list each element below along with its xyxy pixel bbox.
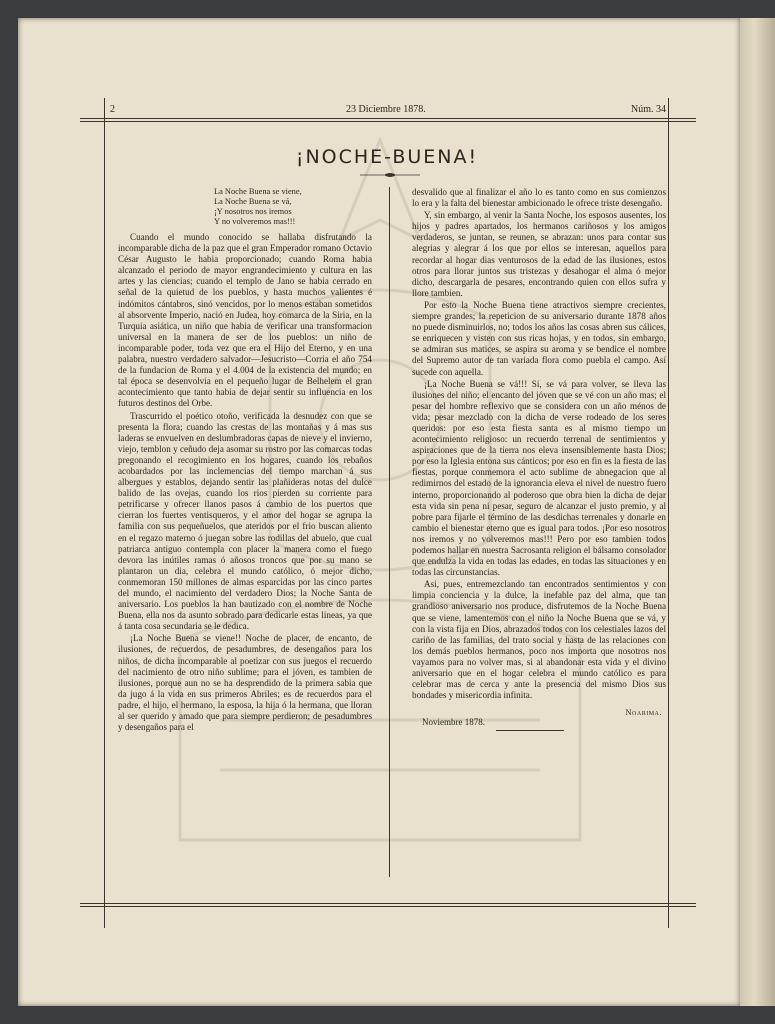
epigraph-line: La Noche Buena se viene, — [214, 187, 302, 196]
article-paragraph: desvalido que al finalizar el año lo es tanto como en sus comienzos lo era y la falta del bienestar ambicionado le ofrece triste desengaño. — [412, 187, 666, 209]
author-signature: Noarima. — [625, 707, 662, 718]
title-ornament-icon — [360, 171, 420, 179]
page-number: 2 — [110, 104, 115, 115]
epigraph-line: ¡Y nosotros nos iremos — [214, 207, 292, 216]
dateline: Noviembre 1878. — [422, 717, 485, 728]
dateline-underline — [496, 730, 564, 731]
article-paragraph: Y, sin embargo, al venir la Santa Noche, los esposos ausentes, los hijos y padres apartados, los hermanos cariñosos y los amigos verdaderos, se juntan, se reunen, se abrazan: unos para contar sus alegrias y alegrar á los que por ellos se interesan, aquellos para recordar al hogar dias venturosos de la edad de las ilusiones, estos otros para llorar juntos sus tristezas y desahogar el alma ó mejor dicho, descargarla de pesares, encontrando quien con ellos sufra y llore tambien. — [412, 210, 666, 298]
frame-left-rule — [104, 98, 105, 928]
issue-date: 23 Diciembre 1878. — [346, 104, 426, 115]
page-spine-edge — [740, 18, 775, 1006]
article-paragraph: ¡La Noche Buena se vá!!! Sí, se vá para volver, se lleva las ilusiones del niño; el encanto del jóven que se vé con un año mas; el pesar del hombre reflexivo que se considera con un año ménos de vida; pesar mezclado con la dicha de verse rodeado de los seres queridos: por eso esta fiesta santa es al mismo tiempo un acontecimiento religioso: un recuerdo terrenal de sentimientos y aspiraciones que de la tierra nos eleva insensiblemente hasta Dios; por eso la Iglesia entona sus cánticos; por eso en fin es la fiesta de las fiestas, porque conmemora el acto sublime de abnegacion que al redimirnos del estado de la ignorancia eleva el nivel de nuestro fuero interno, proporcionando al poderoso que obra bien la dicha de dejar esta vida sin pena ni pesar, seguro de alcanzar el justo premio, y al pobre para fijarle el término de las desdichas terrenales y donarle en cambio el bienestar eterno que es igual para todos. ¡Por eso nosotros nos iremos y no volveremos mas!!! Pero por eso tambien todos podemos hallar en nuestra Sacrosanta religion el bálsamo consolador que endulza la vida en todas las edades, en todas las situaciones y en todas las circunstancias. — [412, 378, 666, 578]
article-paragraph: Por esto la Noche Buena tiene atractivos siempre crecientes, siempre grandes; la repeticion de su aniversario durante 1878 años no puede disminuirlos, no; todos los años las cosas abren sus cálices, se enriquecen y visten con sus ricas hojas, y en todos, sin embargo, se admiran sus matices, se aspira su aroma y se bendice el nombre del Supremo autor de tan variada flora como puebla el campo. Así sucede con aquella. — [412, 299, 666, 377]
epigraph-line: La Noche Buena se vá, — [214, 197, 292, 206]
footer-rule-bottom — [80, 906, 696, 907]
issue-number: Núm. 34 — [631, 104, 666, 115]
epigraph-line: Y no volveremos mas!!! — [214, 217, 296, 226]
article-column-left — [118, 187, 372, 733]
article-title: ¡NOCHE-BUENA! — [295, 146, 479, 168]
article-paragraph: Trascurrido el poético otoño, verificada la desnudez con que se presenta la flora; cuando las crestas de las montañas y á mas sus laderas se envuelven en deslumbradoras capas de nieve y el invierno, viejo, temblon y ceñudo deja asomar su rostro por las comarcas todas pregonando el recogimiento en los hogares, cuando los rebaños acobardados por las inclemencias del tiempo marchan á sus albergues y establos, dejando sentir las plañideras notas del dulce balido de las ovejas, cuando los rios pierden su corriente para petrificarse y ofrecer llanos pasos á cambio de los puertos que cierran los fuertes ventisqueros, y el amor del hogar se agrupa la familia con sus pequeñuelos, que ateridos por el frio buscan aliento en el regazo materno ó juegan sobre las rodillas del abuelo, que cual patriarca antiguo contempla con placer la manera como el fuego devora las inútiles ramas ó añosos troncos que por su mano se plantaron un dia, celebra el mundo católico, ó mejor dicho, conmemoran 150 millones de almas esparcidas por las cinco partes del mundo, el nacimiento del verdadero Dios; la Noche Santa de aniversario. Los pueblos la han bautizado con el nombre de Noche Buena, ella nos da asunto sobrado para dedicarle estas lineas, ya que á tanta cosa secundaria se le dedica. — [118, 410, 372, 632]
article-paragraph: Cuando el mundo conocido se hallaba disfrutando la incomparable dicha de la paz que el gran Emperador romano Octavio César Augusto le habia proporcionado; cuando Roma habia alcanzado el periodo de mayor engrandecimiento y cultura en las artes y las ciencias; cuando el templo de Jano se habia cerrado en señal de la quietud de los pueblos, y hasta muchos valientes é indómitos cántabros, sinó vencidos, por lo menos estaban sometidos al absorvente Imperio, nació en Judea, hoy comarca de la Siria, en la Turquía asiática, un niño que habia de verificar una transformacion universal en la manera de ser de los pueblos: un niño de incomparable poder, toda vez que era el Hijo del Eterno, y en una palabra, nuestro verdadero salvador—Jesucristo—Corria el año 754 de la fundacion de Roma y el 4.004 de la existencia del mundo; en tal época se desenvolvia en el pequeño lugar de Belhelem el gran acontecimiento que tanto habia de dejar sentir su influencia en los futuros destinos del Orbe. — [118, 232, 372, 409]
header-rule-top — [80, 118, 696, 119]
article-paragraph: Asi, pues, entremezclando tan encontrados sentimientos y con limpia conciencia y la dulce, la inefable paz del alma, que tan grandioso aniversario nos produce, disfrutemos de la Noche Buena que se viene, lamentemos con el niño la Noche Buena que se vá, y con la vista fija en Dios, abrazados todos con los celestiales lazos del cariño de las familias, del trato social y hasta de las relaciones con los demás pueblos hermanos, poco nos importa que nosotros nos vayamos para no volver mas, si al abandonar esta vida y el divino aniversario que en el hogar celebra el mundo católico es para celebrar mas de cerca y ante la presencia del mismo Dios sus bondades y misericordia infinita. — [412, 579, 666, 701]
running-header — [108, 104, 668, 118]
article-paragraph: ¡La Noche Buena se viene!! Noche de placer, de encanto, de ilusiones, de recuerdos, de pesadumbres, de desengaños para los niños, de dicha incomparable al poetizar con sus juegos el recuerdo del nacimiento de otro niño sublime; para el jóven, es tambien de ilusiones, porque aun no se ha desprendido de la primera sabia que da jugo á la vida en sus primeros Abriles; es de recuerdos para el padre, el hijo, el hermano, la esposa, la hija ó la hermana, que lloran al ser querido y amado que para siempre perdieron; de pesadumbres y desengaños para el — [118, 633, 372, 733]
column-divider — [389, 187, 390, 877]
article-footer — [412, 707, 666, 733]
footer-rule-top — [80, 903, 696, 904]
epigraph — [118, 187, 372, 227]
header-rule-bottom — [80, 121, 696, 122]
article-column-right — [412, 187, 666, 733]
frame-right-rule — [668, 98, 669, 928]
